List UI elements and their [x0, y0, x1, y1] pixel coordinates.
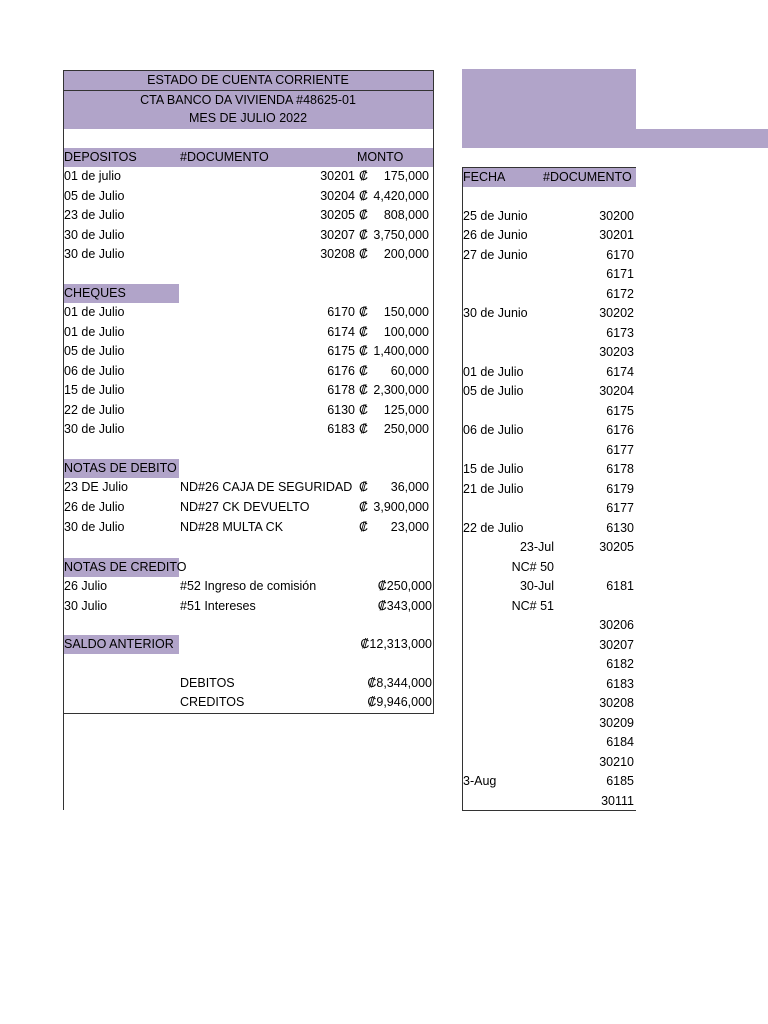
row-document: 6173 [606, 325, 634, 340]
row-amount: 200,000 [383, 247, 429, 261]
row-note [462, 694, 554, 713]
row-date: 05 de Julio [64, 188, 125, 203]
row-date: 06 de Julio [463, 423, 524, 437]
list-item [462, 538, 636, 558]
header-documento: #DOCUMENTO [180, 150, 269, 164]
bottom-border [63, 713, 434, 714]
row-note [462, 499, 554, 518]
row-date: 15 de Julio [64, 383, 125, 397]
row-amount: 150,000 [383, 305, 429, 319]
row-date: 26 de Junio [463, 228, 528, 242]
currency-symbol: ₡ [359, 422, 369, 436]
row-note: NC# 50 [511, 559, 554, 574]
row-note [462, 655, 554, 674]
row-document [562, 558, 634, 577]
statement-title: ESTADO DE CUENTA CORRIENTE [147, 73, 349, 87]
row-date: 30 de Julio [64, 422, 125, 436]
currency-symbol: ₡ [359, 227, 369, 242]
table-row [63, 577, 433, 597]
list-item [462, 480, 636, 500]
row-document: 30200 [599, 208, 634, 223]
list-item [462, 733, 636, 753]
row-note [462, 480, 554, 499]
list-item [462, 577, 636, 597]
row-note: 30-Jul [519, 579, 554, 593]
row-amount: 1,400,000 [373, 344, 429, 358]
row-description: ND#28 MULTA CK [180, 520, 284, 534]
row-amount: 4,420,000 [373, 188, 429, 203]
documents-table [462, 167, 637, 811]
row-note [462, 246, 554, 265]
bank-account: CTA BANCO DA VIVIENDA #48625-01 [140, 93, 356, 107]
right-header-band [462, 69, 636, 148]
row-note [462, 304, 554, 323]
row-amount: 250,000 [383, 422, 429, 436]
row-document: 6176 [327, 363, 355, 378]
credit-notes-label: NOTAS DE CREDITO [64, 560, 187, 574]
row-document: 6183 [606, 676, 634, 691]
row-document: 6175 [327, 344, 355, 358]
row-document: 6178 [606, 462, 634, 476]
row-document: 6185 [606, 774, 634, 788]
row-amount: 2,300,000 [373, 383, 429, 397]
row-description: #51 Intereses [180, 599, 256, 613]
row-document: 30204 [599, 384, 634, 398]
row-date: 01 de Julio [64, 324, 125, 339]
currency-symbol: ₡ [359, 208, 369, 222]
row-document [562, 597, 634, 616]
list-item [462, 714, 636, 734]
table-row [63, 187, 433, 207]
row-note: NC# 51 [511, 598, 554, 613]
row-date: 26 Julio [64, 579, 108, 593]
list-item [462, 285, 636, 305]
row-document: 6174 [606, 364, 634, 379]
currency-symbol: ₡ [359, 188, 369, 203]
right-header-band-ext [636, 129, 768, 148]
row-note: 23-Jul [519, 540, 554, 554]
table-row [63, 167, 433, 187]
table-row [63, 303, 433, 323]
row-document: 30201 [599, 228, 634, 242]
row-note [462, 226, 554, 245]
currency-symbol: ₡ [359, 480, 369, 494]
table-row [63, 226, 433, 246]
row-document: 6182 [606, 657, 634, 671]
row-date: 30 Julio [64, 599, 108, 613]
row-document: 30208 [599, 696, 634, 710]
list-item [462, 675, 636, 695]
row-amount: 125,000 [383, 402, 429, 417]
row-description: ND#26 CAJA DE SEGURIDAD [180, 480, 353, 494]
currency-symbol: ₡ [359, 363, 369, 378]
table-row [63, 206, 433, 226]
row-note [462, 265, 554, 284]
row-date: 30 de Julio [64, 227, 125, 242]
cheques-label: CHEQUES [64, 286, 126, 300]
table-row [63, 518, 433, 538]
row-note [462, 421, 554, 440]
row-date: 15 de Julio [463, 462, 524, 476]
list-item [462, 460, 636, 480]
row-amount: 3,900,000 [373, 500, 429, 514]
row-amount: 3,750,000 [373, 227, 429, 242]
row-note [462, 402, 554, 421]
row-note [462, 324, 554, 343]
list-item [462, 382, 636, 402]
row-document: 6177 [606, 442, 634, 457]
row-date: 26 de Julio [64, 500, 125, 514]
row-document: 30206 [599, 618, 634, 632]
list-item [462, 304, 636, 324]
currency-symbol: ₡ [359, 402, 369, 417]
row-date: 3-Aug [463, 774, 497, 788]
table-row [63, 597, 433, 617]
list-item [462, 226, 636, 246]
row-document: 30208 [320, 247, 355, 261]
list-item [462, 441, 636, 461]
row-note [462, 792, 554, 811]
statement-month: MES DE JULIO 2022 [188, 111, 308, 125]
row-document: 30209 [599, 715, 634, 730]
row-date: 30 de Junio [463, 306, 528, 320]
row-note [462, 187, 554, 206]
row-document: 6181 [606, 579, 634, 593]
row-document: 6178 [327, 383, 355, 397]
row-date: 21 de Julio [463, 481, 524, 496]
row-amount: ₡343,000 [377, 599, 432, 613]
table-row [63, 362, 433, 382]
row-note [462, 772, 554, 791]
row-note [462, 207, 554, 226]
row-description: #52 Ingreso de comisión [180, 579, 317, 593]
row-amount: 175,000 [383, 169, 429, 183]
row-document: 30207 [320, 227, 355, 242]
list-item [462, 421, 636, 441]
row-note [462, 460, 554, 479]
right-border [433, 70, 434, 713]
row-date: 22 de Julio [463, 520, 524, 535]
row-date: 01 de Julio [64, 305, 125, 319]
list-item [462, 655, 636, 675]
row-note [462, 519, 554, 538]
creditos-total-value: ₡9,946,000 [367, 695, 432, 709]
row-document: 6183 [327, 422, 355, 436]
currency-symbol: ₡ [359, 344, 369, 358]
row-note [462, 636, 554, 655]
row-document [562, 187, 634, 206]
row-date: 01 de Julio [463, 364, 524, 379]
table-row [63, 381, 433, 401]
row-date: 05 de Julio [64, 344, 125, 358]
list-item [462, 324, 636, 344]
list-item [462, 499, 636, 519]
row-date: 05 de Julio [463, 384, 524, 398]
header-monto: MONTO [357, 150, 404, 164]
row-document: 30210 [599, 754, 634, 769]
list-item [462, 519, 636, 539]
row-date: 23 de Julio [64, 208, 125, 222]
table-row [63, 498, 433, 518]
row-document: 30205 [320, 208, 355, 222]
row-document: 30205 [599, 540, 634, 554]
table-row [63, 401, 433, 421]
row-amount: 60,000 [390, 363, 429, 378]
row-document: 6176 [606, 423, 634, 437]
debitos-total-value: ₡8,344,000 [367, 676, 432, 690]
bank-statement-table [63, 70, 434, 810]
row-document: 6175 [606, 403, 634, 418]
row-date: 23 DE Julio [64, 480, 128, 494]
list-item [462, 558, 636, 578]
row-document: 30202 [599, 306, 634, 320]
row-date: 27 de Junio [463, 247, 528, 262]
row-date: 06 de Julio [64, 363, 125, 378]
list-item [462, 753, 636, 773]
row-amount: 23,000 [390, 520, 429, 534]
row-amount: ₡250,000 [377, 579, 432, 593]
row-date: 30 de Julio [64, 520, 125, 534]
currency-symbol: ₡ [359, 305, 369, 319]
row-note [462, 675, 554, 694]
header-depositos: DEPOSITOS [64, 150, 137, 164]
row-date: 25 de Junio [463, 208, 528, 223]
row-note [462, 285, 554, 304]
list-item [462, 187, 636, 207]
row-document: 6171 [606, 267, 634, 281]
table-row [63, 245, 433, 265]
row-note [462, 363, 554, 382]
row-note [462, 382, 554, 401]
row-document: 6130 [606, 520, 634, 535]
row-document: 6130 [327, 402, 355, 417]
row-document: 6170 [327, 305, 355, 319]
row-document: 30204 [320, 188, 355, 203]
row-note [462, 753, 554, 772]
currency-symbol: ₡ [359, 383, 369, 397]
row-amount: 100,000 [383, 324, 429, 339]
saldo-anterior-label: SALDO ANTERIOR [64, 637, 174, 651]
row-amount: 36,000 [390, 480, 429, 494]
currency-symbol: ₡ [359, 247, 369, 261]
list-item [462, 616, 636, 636]
currency-symbol: ₡ [359, 324, 369, 339]
header-fecha: FECHA [463, 170, 506, 184]
row-note [462, 616, 554, 635]
debitos-total-label: DEBITOS [180, 676, 235, 690]
row-document: 30111 [601, 793, 634, 808]
debit-notes-label: NOTAS DE DEBITO [64, 461, 177, 475]
row-note [462, 343, 554, 362]
row-document: 30207 [599, 637, 634, 652]
list-item [462, 246, 636, 266]
row-document: 6179 [606, 481, 634, 496]
header-documento-right: #DOCUMENTO [543, 170, 632, 184]
list-item [462, 363, 636, 383]
row-document: 6170 [606, 247, 634, 262]
table-row [63, 323, 433, 343]
row-amount: 808,000 [383, 208, 429, 222]
table-row [63, 478, 433, 498]
currency-symbol: ₡ [359, 169, 369, 183]
row-note [462, 714, 554, 733]
row-note [462, 733, 554, 752]
row-date: 01 de julio [64, 169, 121, 183]
row-date: 22 de Julio [64, 402, 125, 417]
list-item [462, 597, 636, 617]
list-item [462, 343, 636, 363]
row-document: 30201 [320, 169, 355, 183]
creditos-total-label: CREDITOS [180, 695, 245, 709]
row-document: 6172 [606, 286, 634, 301]
list-item [462, 694, 636, 714]
row-document: 6174 [327, 324, 355, 339]
row-description: ND#27 CK DEVUELTO [180, 500, 310, 514]
list-item [462, 402, 636, 422]
list-item [462, 207, 636, 227]
table-row [63, 342, 433, 362]
list-item [462, 636, 636, 656]
saldo-anterior-value: ₡12,313,000 [360, 637, 432, 651]
list-item [462, 265, 636, 285]
row-note [462, 441, 554, 460]
row-document: 30203 [599, 345, 634, 359]
row-document: 6184 [606, 735, 634, 749]
currency-symbol: ₡ [359, 520, 369, 534]
list-item [462, 772, 636, 792]
row-document: 6177 [606, 501, 634, 515]
list-item [462, 792, 636, 812]
currency-symbol: ₡ [359, 500, 369, 514]
row-date: 30 de Julio [64, 247, 125, 261]
table-row [63, 420, 433, 440]
